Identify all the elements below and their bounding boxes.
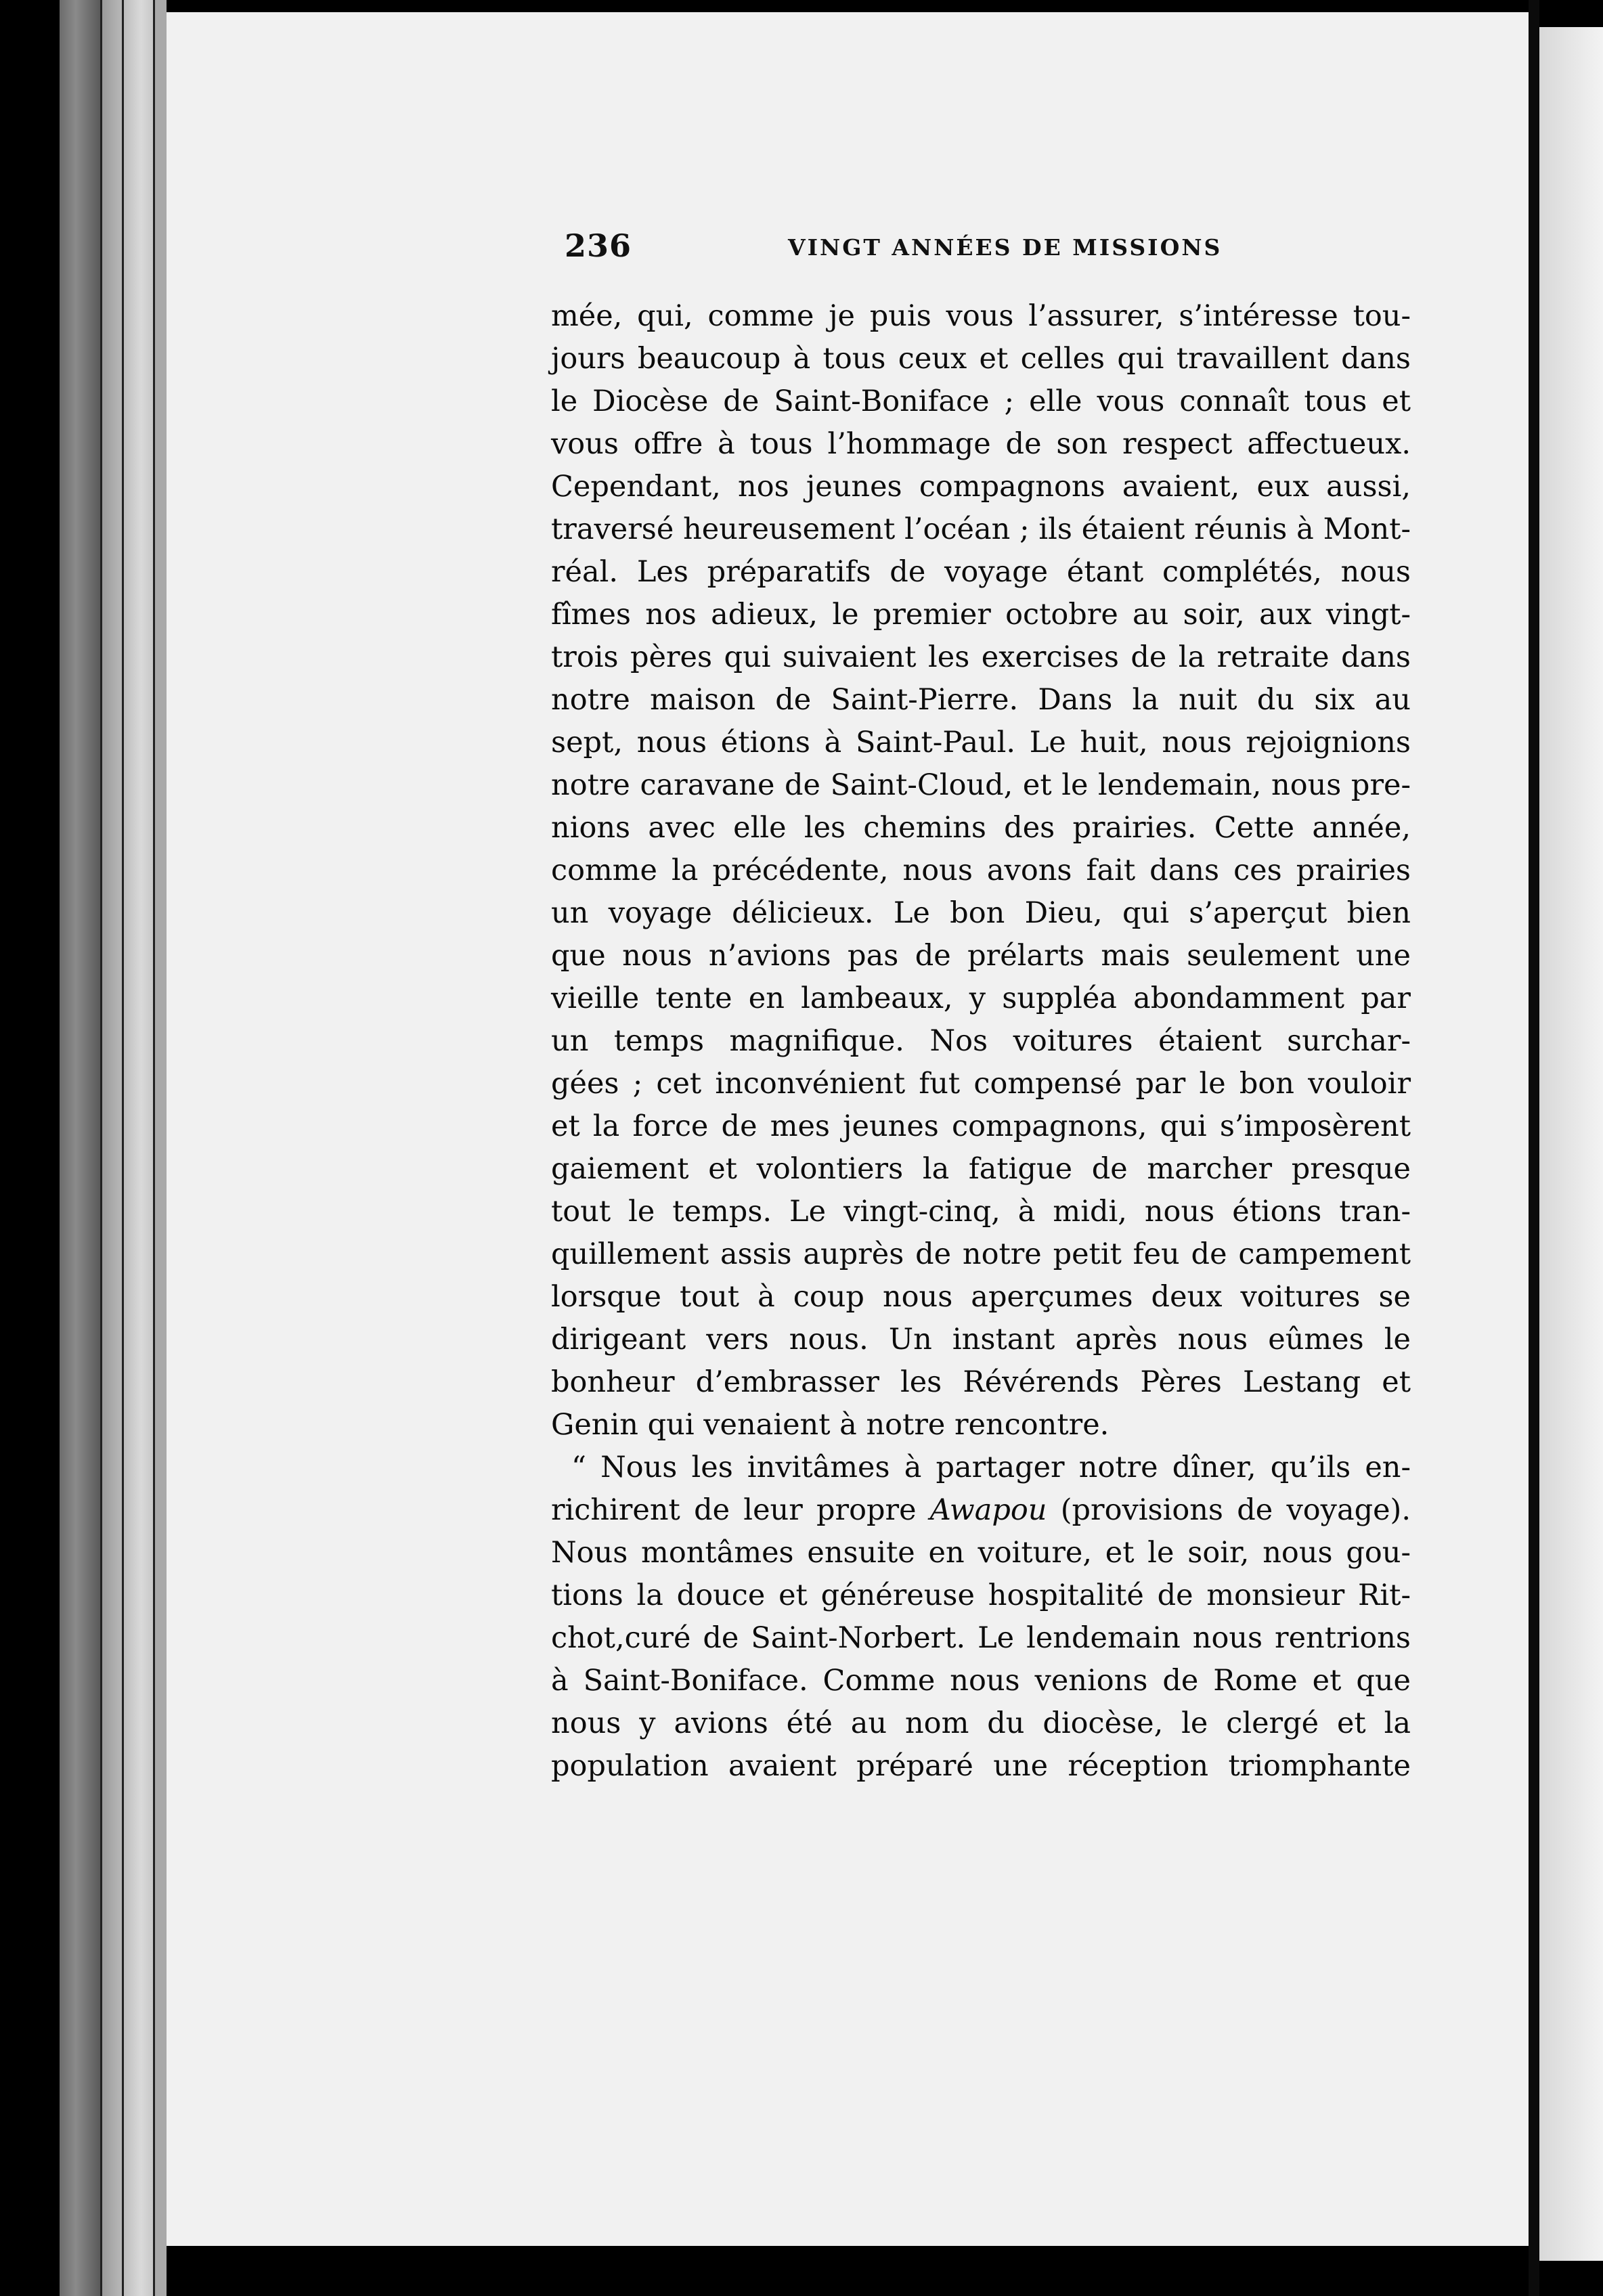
text-line: et la force de mes jeunes compagnons, qui s’imposèrent [551,1109,1411,1143]
text-line: “ Nous les invitâmes à partager notre dîner, qu’ils en- [571,1451,1411,1484]
text-line: nous y avions été au nom du diocèse, le clergé et la [551,1706,1411,1740]
edge-divider [100,0,102,2296]
italic-term: Awapou [929,1493,1047,1527]
text-line: dirigeant vers nous. Un instant après nous eûmes le [551,1323,1411,1356]
body-text [551,295,1411,1788]
text-line: vieille tente en lambeaux, y suppléa abondamment par [551,981,1411,1015]
text-line: vous offre à tous l’hommage de son respect affectueux. [551,427,1411,461]
text-line: comme la précédente, nous avons fait dans ces prairies [551,854,1411,887]
text-line [551,1489,1411,1532]
book-edge-strip [154,0,167,2296]
edge-divider [122,0,124,2296]
text-line: un voyage délicieux. Le bon Dieu, qui s’aperçut bien [551,896,1411,930]
text-line: que nous n’avions pas de prélarts mais seulement une [551,939,1411,973]
text-line: le Diocèse de Saint-Boniface ; elle vous connaît tous et [551,384,1411,418]
text-line: gaiement et volontiers la fatigue de marcher presque [551,1152,1411,1186]
text-line: bonheur d’embrasser les Révérends Pères Lestang et [551,1365,1411,1399]
text-line: mée, qui, comme je puis vous l’assurer, s’intéresse tou- [551,299,1411,333]
text-line: Genin qui venaient à notre rencontre. [551,1408,1110,1442]
text-line: sept, nous étions à Saint-Paul. Le huit, nous rejoignions [551,726,1411,759]
text-line: tout le temps. Le vingt-cinq, à midi, nous étions tran- [551,1195,1411,1229]
text-line: traversé heureusement l’océan ; ils étaient réunis à Mont- [551,512,1411,546]
page-number: 236 [565,227,632,264]
right-frame-bar [1529,0,1539,2296]
running-head: VINGT ANNÉES DE MISSIONS [788,234,1223,261]
text-line: jours beaucoup à tous ceux et celles qui travaillent dans [551,342,1411,376]
page-header [565,227,1242,268]
text-line: un temps magnifique. Nos voitures étaient surchar- [551,1024,1411,1058]
text-line: trois pères qui suivaient les exercises de la retraite dans [551,640,1411,674]
text-line: Cependant, nos jeunes compagnons avaient, eux aussi, [551,470,1411,504]
text-line: Nous montâmes ensuite en voiture, et le soir, nous gou- [551,1536,1411,1570]
text-line: nions avec elle les chemins des prairies. Cette année, [551,811,1411,845]
book-edge-strip [123,0,153,2296]
text-line: gées ; cet inconvénient fut compensé par le bon vouloir [551,1067,1411,1101]
next-page-edge [1539,27,1603,2261]
text-line: à Saint-Boniface. Comme nous venions de Rome et que [551,1664,1411,1698]
text-line: notre caravane de Saint-Cloud, et le lendemain, nous pre- [551,768,1411,802]
book-edge-strip [60,0,100,2296]
text-line: réal. Les préparatifs de voyage étant complétés, nous [551,555,1411,589]
text-run: richirent de leur propre [551,1493,930,1527]
text-line: population avaient préparé une réception triomphante [551,1749,1411,1783]
text-line: fîmes nos adieux, le premier octobre au soir, aux vingt- [551,598,1411,632]
text-line: tions la douce et généreuse hospitalité de monsieur Rit- [551,1578,1411,1612]
book-edge-strip [102,0,122,2296]
text-line: chot,curé de Saint-Norbert. Le lendemain nous rentrions [551,1621,1411,1655]
text-line: lorsque tout à coup nous aperçumes deux voitures se [551,1280,1411,1314]
text-run: (provisions de voyage). [1047,1493,1411,1527]
text-line: notre maison de Saint-Pierre. Dans la nuit du six au [551,683,1411,717]
edge-divider [153,0,155,2296]
text-line: quillement assis auprès de notre petit feu de campement [551,1237,1411,1271]
